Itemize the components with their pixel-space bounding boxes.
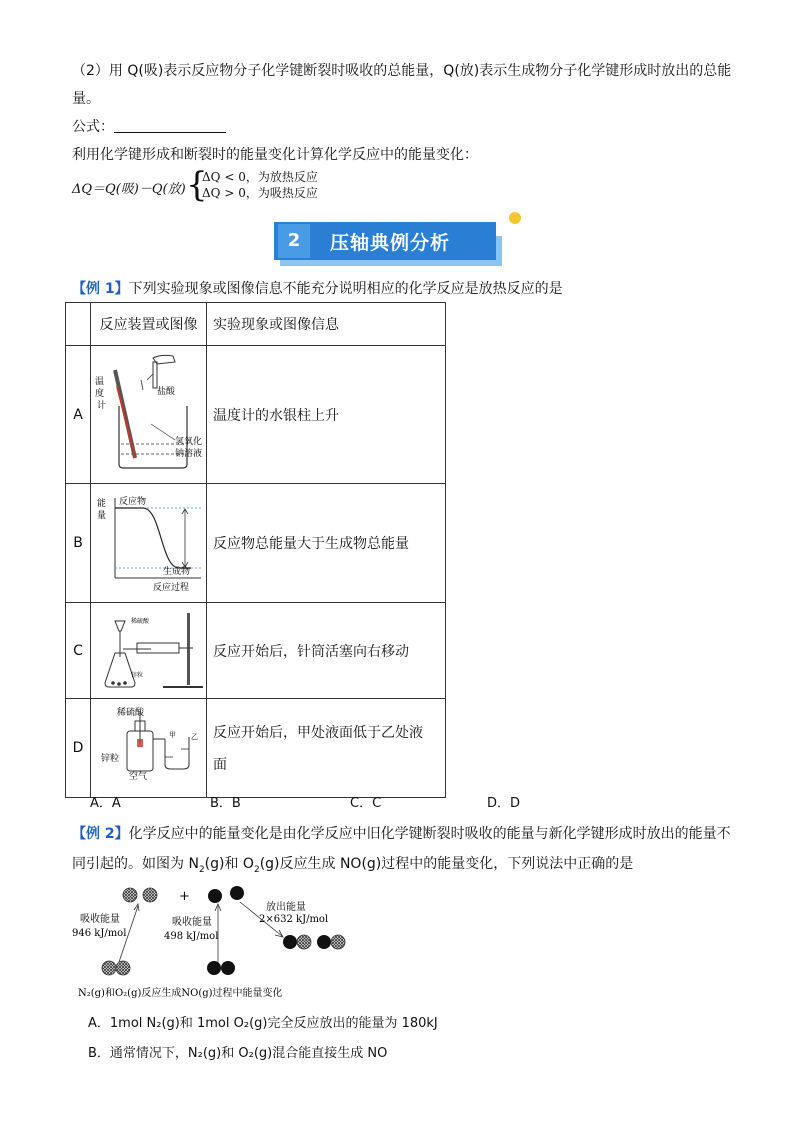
thermo-label-3: 计 xyxy=(97,401,107,411)
n-atom-icon xyxy=(297,935,311,949)
naoh-label-2: 钠溶液 xyxy=(175,449,203,459)
condition-exo: ΔQ < 0，为放热反应 xyxy=(202,170,318,184)
acid-label: 盐酸 xyxy=(157,387,176,397)
calc-line: 利用化学键形成和断裂时的能量变化计算化学反应中的能量变化： xyxy=(72,147,478,163)
bond-energy-figure xyxy=(72,880,372,1002)
row-d-info-line1: 反应开始后，甲处液面低于乙处液 xyxy=(213,725,423,741)
sub-2a: 2 xyxy=(198,864,205,875)
row-d-letter: D xyxy=(66,699,91,798)
example1-table xyxy=(65,302,446,798)
d-yi-label: 乙 xyxy=(191,733,198,741)
row-c-info: 反应开始后，针筒活塞向右移动 xyxy=(207,603,446,699)
row-d-info xyxy=(207,699,446,798)
table-row-d xyxy=(66,699,446,798)
option-d[interactable]: D．D xyxy=(487,796,521,811)
example2-option-a[interactable]: A．1mol N₂(g)和 1mol O₂(g)完全反应放出的能量为 180kJ xyxy=(88,1016,438,1031)
section-number: 2 xyxy=(278,224,310,258)
header-col2: 实验现象或图像信息 xyxy=(207,303,446,346)
row-c-figure xyxy=(91,603,207,699)
table-row-a xyxy=(66,346,446,484)
intro-line-2: 量。 xyxy=(72,91,100,107)
option-a[interactable]: A．A xyxy=(90,796,121,811)
example2-line-2 xyxy=(72,853,633,875)
example1-text: 下列实验现象或图像信息不能充分说明相应的化学反应是放热反应的是 xyxy=(128,281,563,297)
example2-text-2b: (g)和 O xyxy=(204,856,254,872)
bottle-utube-figure xyxy=(91,699,206,793)
y-label-2: 量 xyxy=(97,511,107,521)
c-acid-label: 稀硫酸 xyxy=(131,618,150,625)
d-zinc-label: 锌粒 xyxy=(101,754,120,764)
header-empty xyxy=(66,303,91,346)
option-b[interactable]: B．B xyxy=(210,796,241,811)
absorb-value-1: 946 kJ/mol xyxy=(72,928,127,939)
reactant-label: 反应物 xyxy=(119,497,147,507)
accent-dot xyxy=(509,212,521,224)
example2-tag: 【例 2】 xyxy=(72,826,129,842)
syringe-icon xyxy=(137,643,179,653)
row-a-letter: A xyxy=(66,346,91,484)
row-b-info: 反应物总能量大于生成物总能量 xyxy=(207,484,446,603)
beaker-thermometer-figure xyxy=(91,346,206,479)
d-acid-label: 稀硫酸 xyxy=(117,708,145,718)
absorb-label-1: 吸收能量 xyxy=(80,914,120,925)
section-title: 压轴典例分析 xyxy=(330,232,451,254)
thermometer-icon xyxy=(117,386,135,458)
dq-expression: ΔQ＝Q(吸)－Q(放) xyxy=(72,182,186,197)
thermo-label-1: 温 xyxy=(95,377,105,387)
n-atom-icon xyxy=(102,961,116,975)
table-header-row xyxy=(66,303,446,346)
thermo-label-2: 度 xyxy=(95,389,105,399)
formula-label xyxy=(72,116,226,136)
o-atom-icon xyxy=(317,935,331,949)
condition-endo: ΔQ > 0，为吸热反应 xyxy=(202,186,318,200)
option-c[interactable]: C．C xyxy=(350,796,382,811)
stand-rod xyxy=(187,613,190,685)
row-d-info-line2: 面 xyxy=(213,757,227,773)
absorb-value-2: 498 kJ/mol xyxy=(164,931,219,942)
example2-line-1 xyxy=(72,823,731,843)
x-label: 反应过程 xyxy=(153,583,190,593)
section-banner xyxy=(274,222,496,260)
naoh-label-1: 氢氧化 xyxy=(175,437,203,447)
formula-blank xyxy=(114,118,226,133)
n-atom-icon xyxy=(123,888,137,902)
product-label: 生成物 xyxy=(163,567,191,577)
release-value: 2×632 kJ/mol xyxy=(259,914,329,925)
example2-text-1: 化学反应中的能量变化是由化学反应中旧化学键断裂时吸收的能量与新化学键形成时放出的能量不 xyxy=(128,826,731,842)
o-atom-icon xyxy=(221,961,235,975)
example2-text-2a: 同引起的。如图为 N xyxy=(72,856,199,872)
funnel-icon xyxy=(115,621,125,631)
absorb-label-2: 吸收能量 xyxy=(172,917,212,928)
o-atom-icon xyxy=(283,935,297,949)
row-a-figure xyxy=(91,346,207,484)
row-b-letter: B xyxy=(66,484,91,603)
n-atom-icon xyxy=(143,888,157,902)
table-row-c xyxy=(66,603,446,699)
row-a-info: 温度计的水银柱上升 xyxy=(207,346,446,484)
y-label-1: 能 xyxy=(97,499,107,509)
energy-curve xyxy=(115,508,191,568)
example1-question xyxy=(72,278,563,298)
o-atom-icon xyxy=(230,886,244,900)
n-atom-icon xyxy=(116,961,130,975)
d-jia-label: 甲 xyxy=(169,731,176,739)
brace: { xyxy=(186,165,208,205)
u-tube-icon xyxy=(165,737,189,769)
intro-line-1: （2）用 Q(吸)表示反应物分子化学键断裂时吸收的总能量，Q(放)表示生成物分子化学键形成时放出的总能 xyxy=(72,63,732,79)
formula-label-text: 公式： xyxy=(72,119,114,135)
dropper-icon xyxy=(153,362,157,388)
o-atom-icon xyxy=(208,889,222,903)
row-b-figure xyxy=(91,484,207,603)
flask-syringe-figure xyxy=(91,603,206,694)
o-atom-icon xyxy=(207,961,221,975)
energy-diagram-figure xyxy=(91,484,206,598)
table-row-b xyxy=(66,484,446,603)
d-air-label: 空气 xyxy=(129,772,148,782)
row-c-letter: C xyxy=(66,603,91,699)
example1-tag: 【例 1】 xyxy=(72,281,129,297)
n-atom-icon xyxy=(331,935,345,949)
header-col1: 反应装置或图像 xyxy=(91,303,207,346)
example2-option-b[interactable]: B．通常情况下，N₂(g)和 O₂(g)混合能直接生成 NO xyxy=(88,1046,388,1061)
plus-sign: + xyxy=(179,889,190,904)
row-d-figure xyxy=(91,699,207,798)
figure-caption: N₂(g)和O₂(g)反应生成NO(g)过程中能量变化 xyxy=(78,988,283,999)
c-zinc-label: 锌粒 xyxy=(131,672,144,679)
flask-icon xyxy=(105,653,135,687)
example2-text-2c: (g)反应生成 NO(g)过程中的能量变化，下列说法中正确的是 xyxy=(259,856,634,872)
sub-2b: 2 xyxy=(253,864,260,875)
hand-icon xyxy=(153,355,175,364)
release-label: 放出能量 xyxy=(266,902,306,913)
